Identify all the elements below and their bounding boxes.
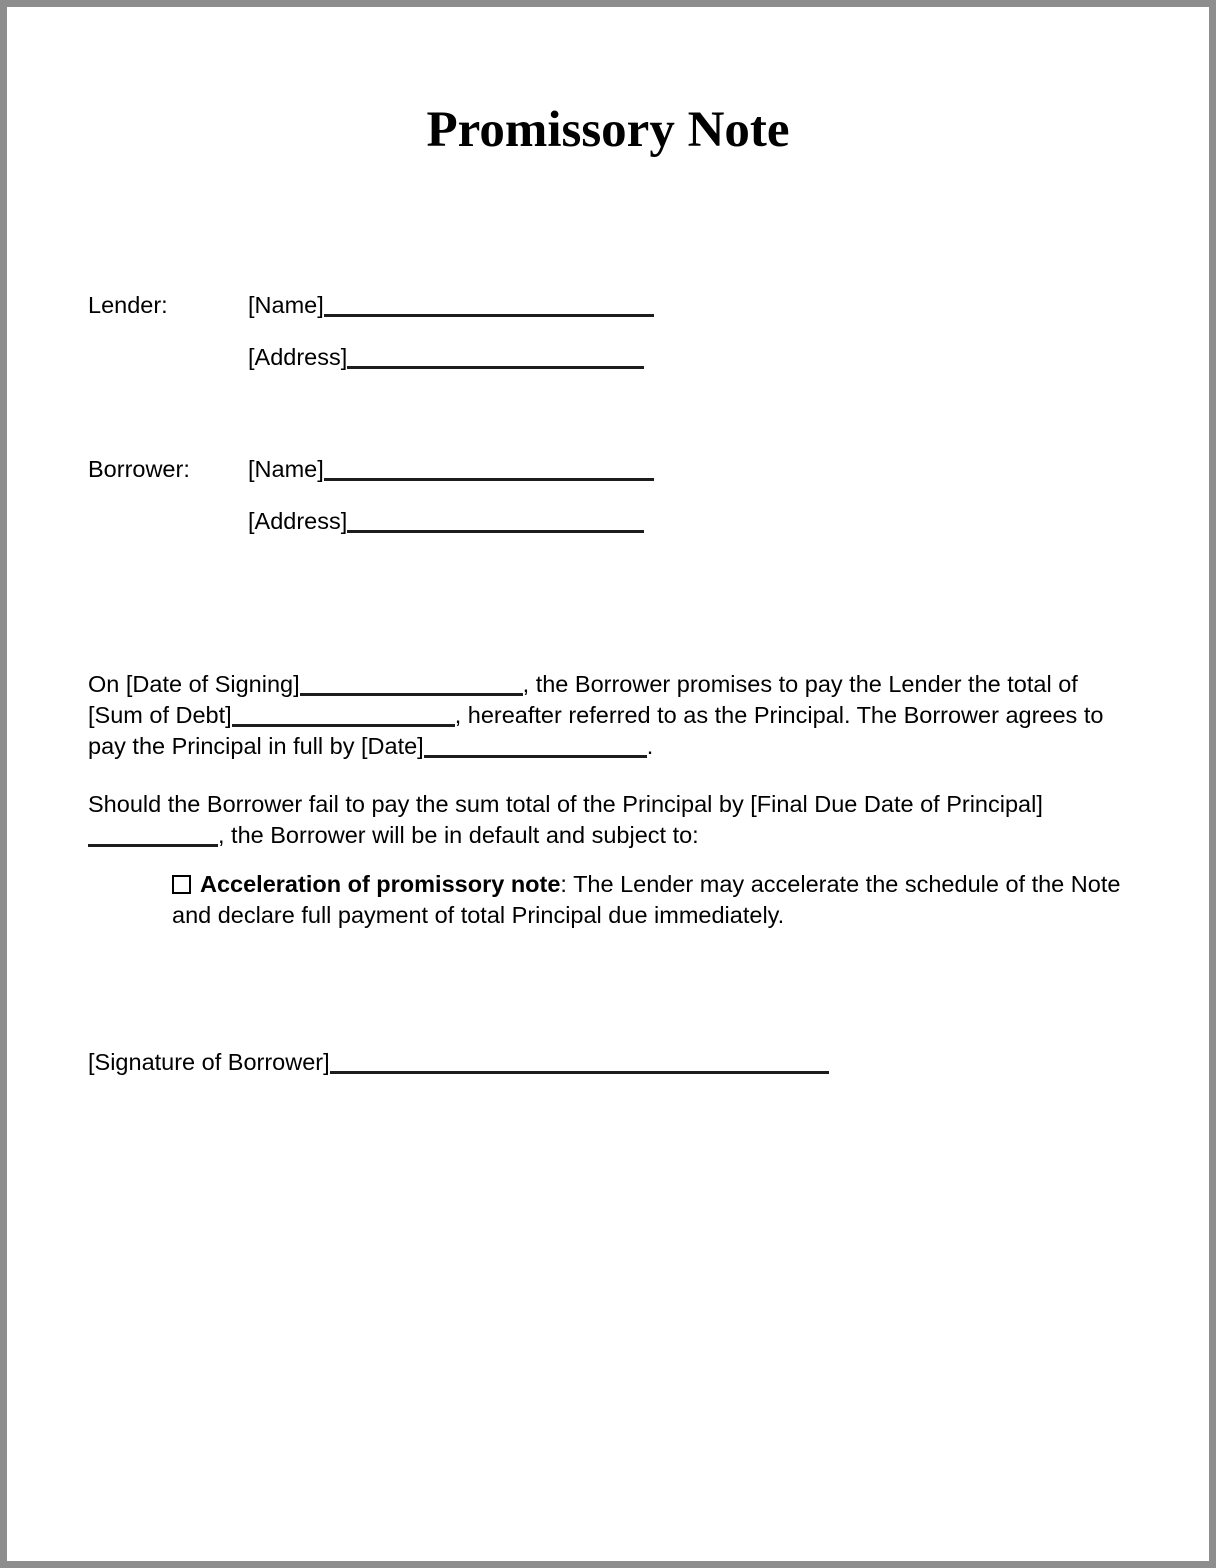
clause-acceleration-heading: Acceleration of promissory note xyxy=(200,871,561,897)
borrower-name-row xyxy=(88,454,1138,506)
lender-name-tag: [Name] xyxy=(248,292,324,318)
lender-name-rule[interactable] xyxy=(324,314,654,317)
payoff-date-rule[interactable] xyxy=(424,755,647,758)
page-title: Promissory Note xyxy=(426,102,790,158)
lender-name-field[interactable] xyxy=(248,290,654,321)
default-paragraph xyxy=(88,789,1136,851)
borrower-address-field[interactable] xyxy=(248,506,644,537)
lender-block xyxy=(88,290,1138,394)
signature-tag: [Signature of Borrower] xyxy=(88,1049,330,1075)
lender-address-row xyxy=(88,342,1138,394)
document-sheet xyxy=(7,7,1209,1561)
promise-text-part3: , hereafter referred to as the Principal. The Borrower agrees to pay the Principal in full by [Date] xyxy=(88,702,1104,759)
promise-text-part2: , the Borrower promises to pay the Lender the total of [Sum of Debt] xyxy=(88,671,1078,728)
signature-line[interactable] xyxy=(88,1047,829,1078)
borrower-name-rule[interactable] xyxy=(324,478,654,481)
borrower-name-field[interactable] xyxy=(248,454,654,485)
promise-paragraph-text xyxy=(88,669,1136,762)
borrower-name-tag: [Name] xyxy=(248,456,324,482)
date-of-signing-rule[interactable] xyxy=(300,693,523,696)
clause-acceleration-separator: : xyxy=(560,871,574,897)
clause-acceleration xyxy=(172,869,1137,931)
lender-label: Lender: xyxy=(88,292,168,318)
borrower-label: Borrower: xyxy=(88,456,190,482)
default-text-part2: , the Borrower will be in default and subject to: xyxy=(218,822,699,848)
borrower-address-tag: [Address] xyxy=(248,508,348,534)
lender-name-row xyxy=(88,290,1138,342)
promise-paragraph xyxy=(88,669,1136,762)
borrower-address-rule[interactable] xyxy=(347,530,644,533)
borrower-address-row xyxy=(88,506,1138,558)
lender-address-rule[interactable] xyxy=(347,366,644,369)
promise-text-part4: . xyxy=(646,733,654,759)
final-due-date-rule[interactable] xyxy=(88,844,218,847)
sum-of-debt-rule[interactable] xyxy=(232,724,455,727)
default-text-part1: Should the Borrower fail to pay the sum total of the Principal by [Final Due Date of Principal] xyxy=(88,791,1043,817)
promise-text-part1: On [Date of Signing] xyxy=(88,671,300,697)
clause-acceleration-text: The Lender may accelerate the schedule of the Note and declare full payment of total Principal due immediately. xyxy=(172,871,1121,928)
clause-acceleration-inner xyxy=(172,869,1137,931)
lender-address-field[interactable] xyxy=(248,342,644,373)
default-paragraph-text xyxy=(88,789,1136,851)
signature-rule[interactable] xyxy=(330,1071,829,1074)
lender-address-tag: [Address] xyxy=(248,344,348,370)
checkbox-icon[interactable] xyxy=(172,875,191,894)
borrower-block xyxy=(88,454,1138,558)
